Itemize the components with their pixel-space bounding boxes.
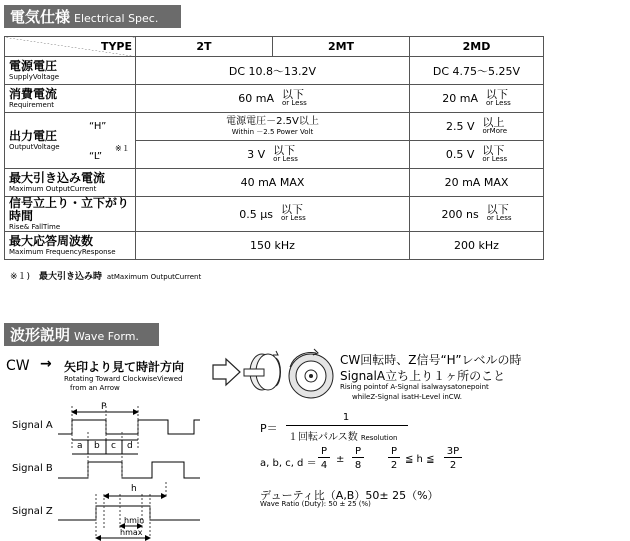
- encoder-illustration: [210, 345, 335, 407]
- param-cell: [5, 169, 136, 197]
- value-cell: 150 kHz: [136, 232, 410, 260]
- formula-abcd-lhs: a, b, c, d ＝: [260, 458, 317, 469]
- cw-direction-en2: from an Arrow: [70, 384, 120, 392]
- z-rule-en1: Rising pointof A-Signal isalwaysatonepoint: [340, 383, 489, 391]
- col-2t-header: 2T: [136, 37, 273, 57]
- param-jp: 最大引き込み電流: [9, 171, 106, 185]
- or-less-jp: 以下: [485, 87, 508, 101]
- param-en: Maximum OutputCurrent: [9, 185, 97, 193]
- p-label: P: [101, 402, 107, 412]
- or-less-jp: 以下: [482, 143, 505, 157]
- section-title-jp: 電気仕様: [10, 8, 71, 26]
- formula-abcd-d1: 4: [320, 460, 328, 471]
- c-label: c: [111, 441, 116, 451]
- duty-ratio-en: Wave Ratio (Duty): 50 ± 25 (%): [260, 500, 371, 508]
- value-cell: [136, 197, 410, 232]
- param-jp: 消費電流: [9, 87, 58, 101]
- value-cell: DC 10.8～13.2V: [136, 57, 410, 85]
- formula-p-num: 1: [342, 412, 350, 423]
- note-mark: ※１: [115, 144, 130, 153]
- col-2md-header: 2MD: [410, 37, 544, 57]
- formula-p-den: [288, 428, 397, 443]
- formula-abcd-n2: P: [352, 446, 364, 458]
- h-label: h: [131, 484, 137, 494]
- formula-h-d1: 2: [390, 460, 398, 471]
- formula-p-den-en: Resolution: [360, 434, 398, 442]
- section-header-waveform: [4, 323, 159, 346]
- type-header: TYPE: [5, 37, 136, 57]
- value-cell: [410, 113, 544, 141]
- cw-direction-en1: Rotating Toward ClockwiseViewed: [64, 375, 183, 383]
- footnote-mark: ※１): [10, 272, 31, 282]
- value-cell: [410, 141, 544, 169]
- param-en: OutputVoltage: [9, 143, 60, 151]
- b-label: b: [94, 441, 100, 451]
- formula-abcd-pm: ±: [336, 454, 345, 465]
- or-less-jp: 以下: [281, 87, 304, 101]
- param-cell: [5, 57, 136, 85]
- value-text: 3 V: [247, 148, 266, 161]
- table-row-max-current: [5, 169, 544, 197]
- value-cell: [136, 113, 410, 141]
- table-row-output-high: [5, 113, 544, 141]
- value-cell: 20 mA MAX: [410, 169, 544, 197]
- signal-z-label: Signal Z: [12, 506, 53, 517]
- waveform-diagram: [0, 398, 215, 541]
- formula-abcd-d2: 8: [354, 460, 362, 471]
- value-text: 0.5 μs: [239, 207, 273, 221]
- formula-p-bar: [286, 425, 408, 426]
- value-text: 電源電圧－2.5V以上: [226, 116, 319, 127]
- or-less-jp: 以下: [486, 203, 509, 216]
- value-cell: 200 kHz: [410, 232, 544, 260]
- cw-label: CW: [6, 358, 30, 374]
- param-jp: 信号立上り・立下がり時間: [9, 196, 130, 223]
- param-en: Rise& FallTime: [9, 223, 61, 231]
- high-label: “H”: [89, 121, 107, 132]
- or-less-en: or Less: [273, 154, 298, 163]
- or-less-jp: 以下: [273, 143, 296, 157]
- value-cell: DC 4.75～5.25V: [410, 57, 544, 85]
- or-more-jp: 以上: [482, 115, 505, 129]
- value-text: 2.5 V: [445, 120, 475, 133]
- or-less-en: or Less: [485, 98, 511, 107]
- value-cell: 40 mA MAX: [136, 169, 410, 197]
- signal-a-label: Signal A: [12, 420, 53, 431]
- section-title-en: Electrical Spec.: [74, 11, 159, 25]
- value-text: 200 ns: [441, 207, 479, 221]
- value-text: 0.5 V: [445, 148, 475, 161]
- electrical-spec-table: [4, 36, 544, 260]
- z-rule-en2: whileZ-Signal isatH-Level inCW.: [352, 393, 463, 401]
- param-cell: [5, 232, 136, 260]
- hmin-label: hmin: [124, 516, 145, 525]
- encoder-front-icon: [289, 349, 333, 398]
- a-label: a: [77, 441, 83, 451]
- value-en: Within －2.5 Power Volt: [231, 128, 314, 136]
- or-more-en: orMore: [482, 126, 508, 135]
- section-title-en: Wave Form.: [74, 329, 139, 343]
- hmax-label: hmax: [120, 528, 143, 537]
- table-row-supply: [5, 57, 544, 85]
- table-row-rise-fall: [5, 197, 544, 232]
- param-cell: [5, 85, 136, 113]
- or-less-jp: 以下: [280, 203, 303, 216]
- formula-abcd-n1: P: [318, 446, 330, 458]
- value-cell: [410, 85, 544, 113]
- section-header-electrical: [4, 5, 181, 28]
- table-row-frequency: [5, 232, 544, 260]
- encoder-side-icon: [244, 351, 281, 390]
- or-less-en: or Less: [486, 214, 512, 222]
- formula-h-d2: 2: [449, 460, 457, 471]
- table-row-requirement: [5, 85, 544, 113]
- d-label: d: [127, 441, 133, 451]
- value-cell: [410, 197, 544, 232]
- param-jp: 最大応答周波数: [9, 234, 94, 248]
- cw-direction-jp: 矢印より見て時計方向: [64, 360, 185, 374]
- param-en: Requirement: [9, 101, 55, 109]
- param-cell-output: [5, 113, 136, 169]
- footnote-en: atMaximum OutputCurrent: [106, 273, 202, 281]
- direction-arrow-icon: [213, 359, 240, 385]
- z-rule-jp1: CW回転時、Z信号“H”レベルの時: [340, 353, 522, 367]
- table-header-row: [5, 37, 544, 57]
- or-less-en: or Less: [281, 98, 307, 107]
- formula-p-lhs: P＝: [260, 422, 278, 435]
- value-text: 60 mA: [238, 92, 274, 105]
- formula-h-n1: P: [388, 446, 400, 458]
- value-cell: [136, 141, 410, 169]
- value-cell: [136, 85, 410, 113]
- footnote: [10, 269, 201, 282]
- param-en: SupplyVoltage: [9, 73, 60, 81]
- formula-h-n2: 3P: [444, 446, 462, 458]
- signal-b-label: Signal B: [12, 463, 53, 474]
- low-label: “L”: [89, 151, 102, 162]
- formula-p-den-jp: １回転パルス数: [288, 432, 358, 443]
- footnote-jp: 最大引き込み時: [38, 272, 102, 282]
- section-title-jp: 波形説明: [10, 326, 71, 344]
- z-rule-jp2: SignalA立ち上り１ヶ所のこと: [340, 369, 506, 383]
- or-less-en: or Less: [482, 154, 508, 163]
- param-jp: 電源電圧: [9, 59, 58, 73]
- formula-h-le: ≦ h ≦: [405, 454, 435, 465]
- value-text: 20 mA: [442, 92, 478, 105]
- param-jp: 出力電圧: [9, 129, 58, 143]
- arrow-glyph: →: [40, 356, 52, 372]
- col-2mt-header: 2MT: [273, 37, 410, 57]
- param-en: Maximum FrequencyResponse: [9, 248, 116, 256]
- duty-ratio-jp: デューティ比（A,B）50± 25（%）: [260, 489, 439, 502]
- param-cell: [5, 197, 136, 232]
- signal-a-wave: [58, 420, 200, 434]
- or-less-en: or Less: [280, 214, 306, 222]
- signal-b-wave: [58, 462, 200, 478]
